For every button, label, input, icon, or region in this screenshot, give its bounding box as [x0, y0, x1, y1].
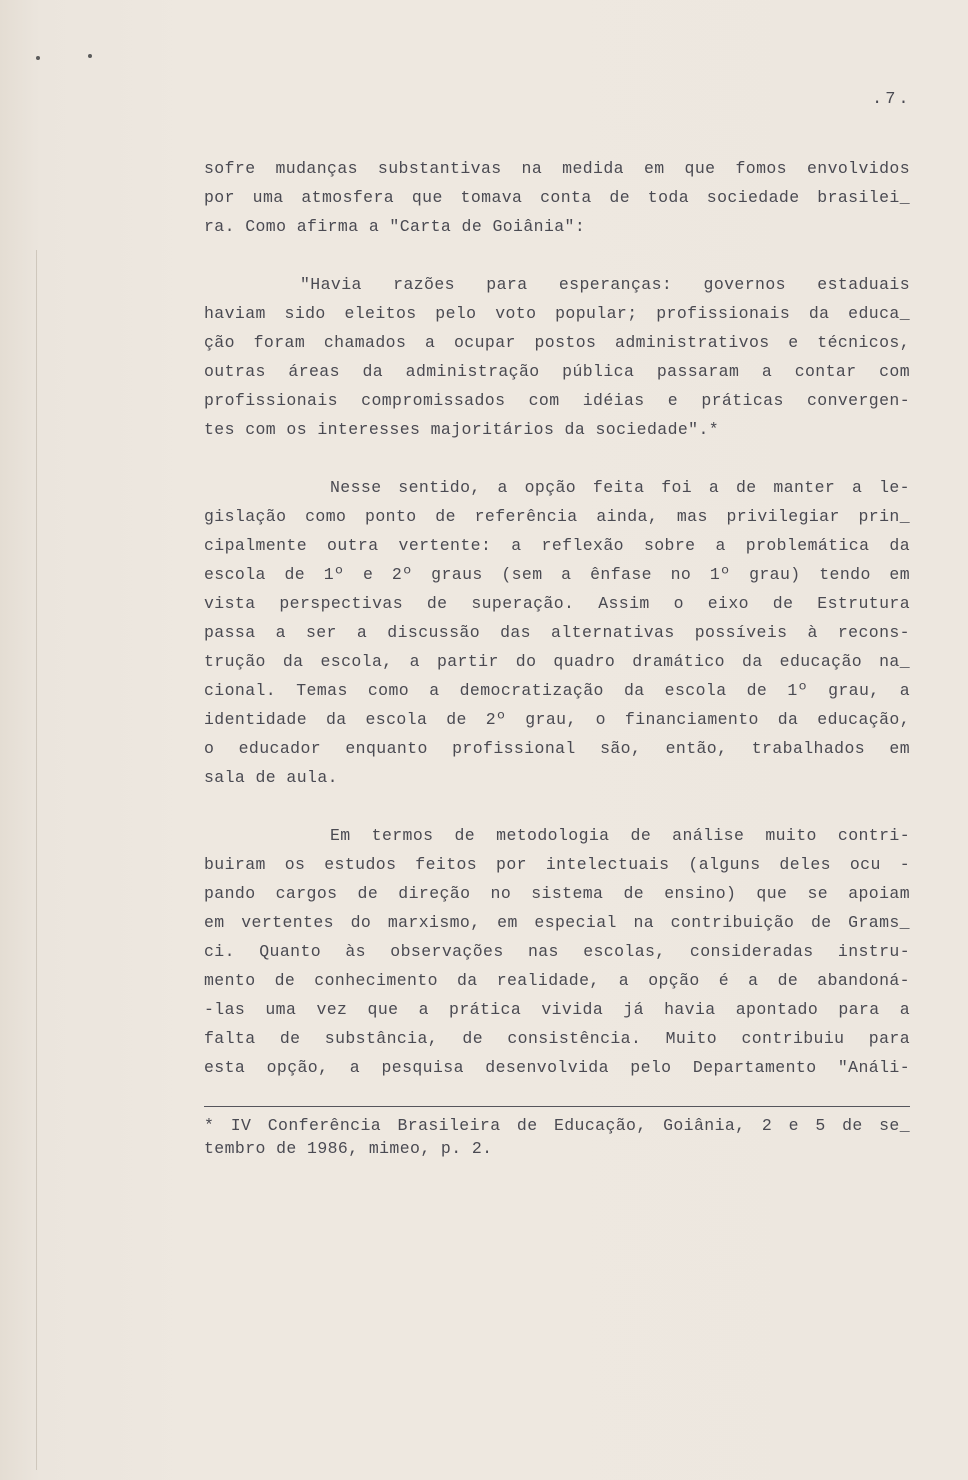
paragraph-2 [204, 473, 910, 792]
text-line: trução da escola, a partir do quadro dramático da educação na_ [204, 652, 910, 671]
text-line: mento de conhecimento da realidade, a opção é a de abandoná- [204, 971, 910, 990]
text-line: ra. Como afirma a "Carta de Goiânia": [204, 217, 586, 236]
text-line: cipalmente outra vertente: a reflexão sobre a problemática da [204, 536, 910, 555]
text-line: buiram os estudos feitos por intelectuais (alguns deles ocu - [204, 855, 910, 874]
block-quote [204, 270, 910, 444]
footnote [204, 1114, 910, 1160]
text-line: esta opção, a pesquisa desenvolvida pelo Departamento "Análi- [204, 1058, 910, 1077]
text-line: por uma atmosfera que tomava conta de toda sociedade brasilei_ [204, 188, 910, 207]
text-line: passa a ser a discussão das alternativas possíveis à recons- [204, 623, 910, 642]
paragraph-1 [204, 154, 910, 241]
paper-speck [88, 54, 92, 58]
page-edge-shadow [36, 250, 37, 1470]
text-line: outras áreas da administração pública passaram a contar com [204, 362, 910, 381]
text-line: profissionais compromissados com idéias e práticas convergen- [204, 391, 910, 410]
text-line: gislação como ponto de referência ainda, mas privilegiar prin_ [204, 507, 910, 526]
footnote-line: tembro de 1986, mimeo, p. 2. [204, 1139, 493, 1158]
text-line: Nesse sentido, a opção feita foi a de manter a le- [330, 478, 910, 497]
text-line: em vertentes do marxismo, em especial na contribuição de Grams_ [204, 913, 910, 932]
text-line: sala de aula. [204, 768, 338, 787]
text-line: falta de substância, de consistência. Muito contribuiu para [204, 1029, 910, 1048]
text-line: "Havia razões para esperanças: governos estaduais [300, 275, 910, 294]
footnote-divider [204, 1106, 910, 1107]
footnote-line: * IV Conferência Brasileira de Educação, Goiânia, 2 e 5 de se_ [204, 1116, 910, 1135]
text-line: tes com os interesses majoritários da sociedade".* [204, 420, 720, 439]
text-line: ção foram chamados a ocupar postos administrativos e técnicos, [204, 333, 910, 352]
text-line: identidade da escola de 2º grau, o financiamento da educação, [204, 710, 910, 729]
text-line: escola de 1º e 2º graus (sem a ênfase no 1º grau) tendo em [204, 565, 910, 584]
text-line: haviam sido eleitos pelo voto popular; profissionais da educa_ [204, 304, 910, 323]
text-line: sofre mudanças substantivas na medida em que fomos envolvidos [204, 159, 910, 178]
page-number: .7. [872, 90, 912, 109]
text-line: ci. Quanto às observações nas escolas, consideradas instru- [204, 942, 910, 961]
paper-speck [36, 56, 40, 60]
text-line: pando cargos de direção no sistema de ensino) que se apoiam [204, 884, 910, 903]
paragraph-3 [204, 821, 910, 1082]
text-line: Em termos de metodologia de análise muito contri- [330, 826, 910, 845]
text-line: -las uma vez que a prática vivida já havia apontado para a [204, 1000, 910, 1019]
text-line: o educador enquanto profissional são, então, trabalhados em [204, 739, 910, 758]
text-line: vista perspectivas de superação. Assim o eixo de Estrutura [204, 594, 910, 613]
text-line: cional. Temas como a democratização da escola de 1º grau, a [204, 681, 910, 700]
